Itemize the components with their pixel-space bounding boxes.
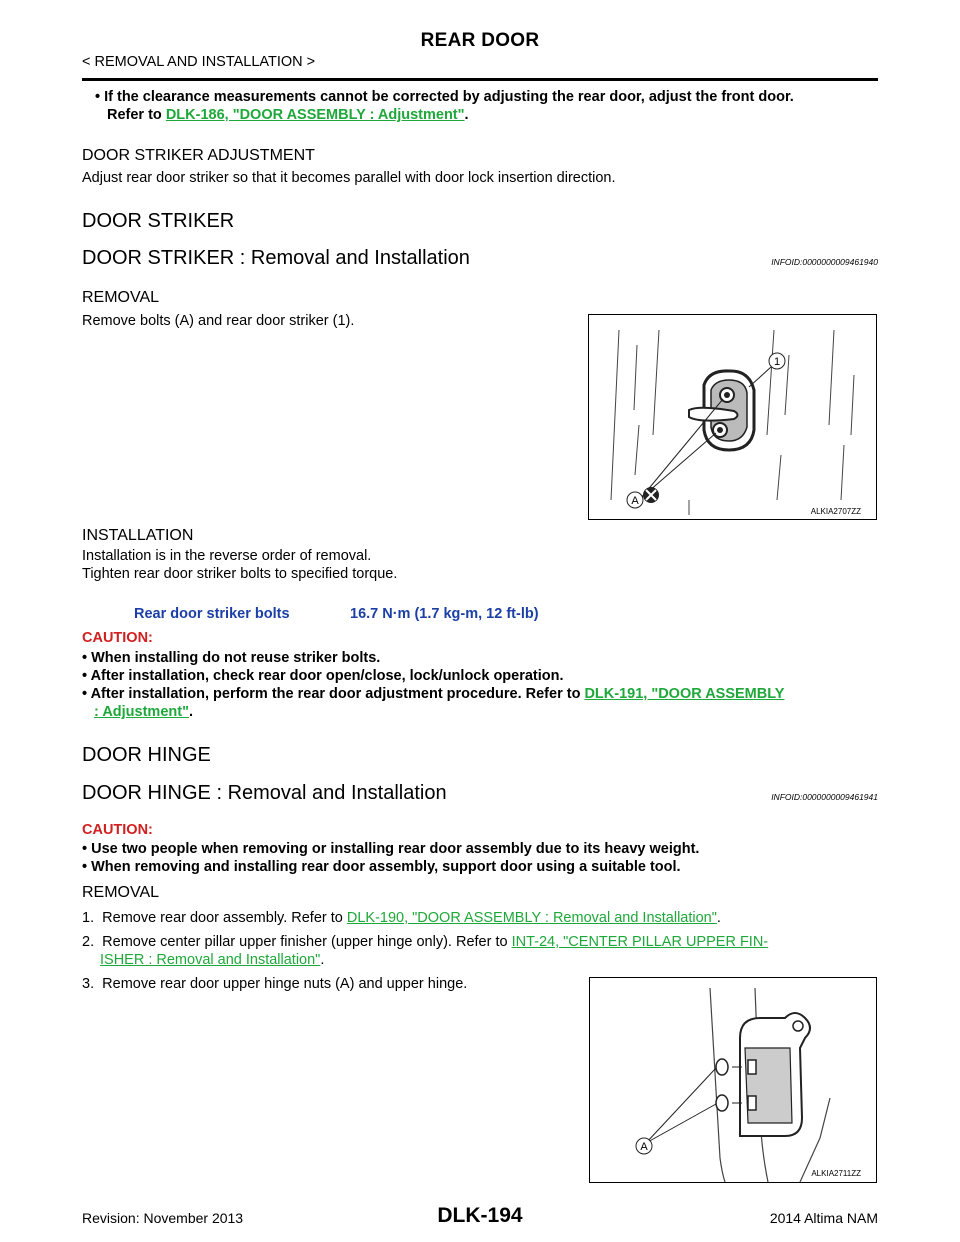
hinge-figure xyxy=(589,977,877,1183)
intro-note-end: . xyxy=(464,107,469,123)
striker-adjust-text: Adjust rear door striker so that it becomes parallel with door lock insertion direction. xyxy=(82,170,616,186)
breadcrumb: < REMOVAL AND INSTALLATION > xyxy=(82,54,316,70)
hinge-caution-label: CAUTION: xyxy=(82,822,153,838)
torque-value: 16.7 N·m (1.7 kg-m, 12 ft-lb) xyxy=(350,606,539,622)
intro-link-dlk186[interactable]: DLK-186, "DOOR ASSEMBLY : Adjustment" xyxy=(165,107,465,123)
hinge-step-2-cont xyxy=(100,951,324,969)
hinge-label-a: A xyxy=(640,1141,648,1153)
step-end: . xyxy=(320,952,325,968)
hinge-step-2 xyxy=(82,933,882,951)
hinge-illustration xyxy=(590,978,876,1182)
hinge-figure-id: ALKIA2711ZZ xyxy=(811,1169,861,1178)
door-striker-infoid: INFOID:0000000009461940 xyxy=(771,257,878,267)
striker-label-a: A xyxy=(631,495,639,507)
striker-caution-item: • After installation, check rear door open/close, lock/unlock operation. xyxy=(82,668,564,684)
footer-model: 2014 Altima NAM xyxy=(769,1210,878,1226)
striker-illustration xyxy=(589,315,876,519)
striker-label-1: 1 xyxy=(773,356,781,368)
striker-removal-heading: REMOVAL xyxy=(82,289,160,306)
door-striker-title: DOOR STRIKER : Removal and Installation xyxy=(82,247,470,269)
hinge-caution-item: • When removing and installing rear door assembly, support door using a suitable tool. xyxy=(82,859,681,875)
step-text: Remove center pillar upper finisher (upper hinge only). Refer to xyxy=(102,934,512,950)
section-door-hinge: DOOR HINGE xyxy=(82,744,211,766)
hinge-step-3 xyxy=(82,975,467,993)
striker-caution-label: CAUTION: xyxy=(82,630,153,646)
hinge-caution-list xyxy=(82,840,882,876)
striker-install-heading: INSTALLATION xyxy=(82,527,194,544)
header-divider xyxy=(82,78,878,81)
hinge-caution-item: • Use two people when removing or installing rear door assembly due to its heavy weight. xyxy=(82,841,700,857)
page-title: REAR DOOR xyxy=(420,30,540,51)
intro-note-text: • If the clearance measurements cannot be corrected by adjusting the rear door, adjust the front door. xyxy=(95,89,794,105)
striker-caution-item xyxy=(82,685,882,703)
intro-note-refer: Refer to xyxy=(107,107,166,123)
striker-caution-list xyxy=(82,649,882,721)
striker-figure xyxy=(588,314,877,520)
striker-adjust-heading: DOOR STRIKER ADJUSTMENT xyxy=(82,147,315,164)
footer-revision: Revision: November 2013 xyxy=(82,1210,244,1226)
step-number: 3. xyxy=(82,976,95,992)
striker-caution-text: • After installation, perform the rear door adjustment procedure. Refer to xyxy=(82,686,585,702)
step-number: 2. xyxy=(82,934,95,950)
striker-caution-item-cont xyxy=(82,703,882,721)
footer-page-number: DLK-194 xyxy=(437,1204,523,1227)
caution-link-dlk191-cont[interactable]: : Adjustment" xyxy=(94,704,189,720)
striker-removal-text: Remove bolts (A) and rear door striker (1). xyxy=(82,313,355,329)
torque-item: Rear door striker bolts xyxy=(134,606,290,622)
caution-link-dlk191[interactable]: DLK-191, "DOOR ASSEMBLY xyxy=(584,686,785,702)
striker-figure-id: ALKIA2707ZZ xyxy=(810,507,861,516)
striker-caution-item: • When installing do not reuse striker bolts. xyxy=(82,650,381,666)
step-link-dlk190[interactable]: DLK-190, "DOOR ASSEMBLY : Removal and Installation" xyxy=(346,910,717,926)
step-link-int24[interactable]: INT-24, "CENTER PILLAR UPPER FIN- xyxy=(511,934,769,950)
door-hinge-title: DOOR HINGE : Removal and Installation xyxy=(82,782,447,804)
step-end: . xyxy=(716,910,721,926)
step-text: Remove rear door assembly. Refer to xyxy=(102,910,347,926)
striker-install-line2: Tighten rear door striker bolts to specified torque. xyxy=(82,566,398,582)
step-link-int24-cont[interactable]: ISHER : Removal and Installation" xyxy=(100,952,321,968)
intro-note xyxy=(95,88,885,124)
striker-install-line1: Installation is in the reverse order of removal. xyxy=(82,548,372,564)
hinge-removal-heading: REMOVAL xyxy=(82,884,160,901)
step-number: 1. xyxy=(82,910,95,926)
step-text: Remove rear door upper hinge nuts (A) and upper hinge. xyxy=(102,976,468,992)
section-door-striker: DOOR STRIKER xyxy=(82,210,235,232)
hinge-step-1 xyxy=(82,909,882,927)
door-hinge-infoid: INFOID:0000000009461941 xyxy=(771,792,878,802)
striker-caution-end: . xyxy=(188,704,193,720)
